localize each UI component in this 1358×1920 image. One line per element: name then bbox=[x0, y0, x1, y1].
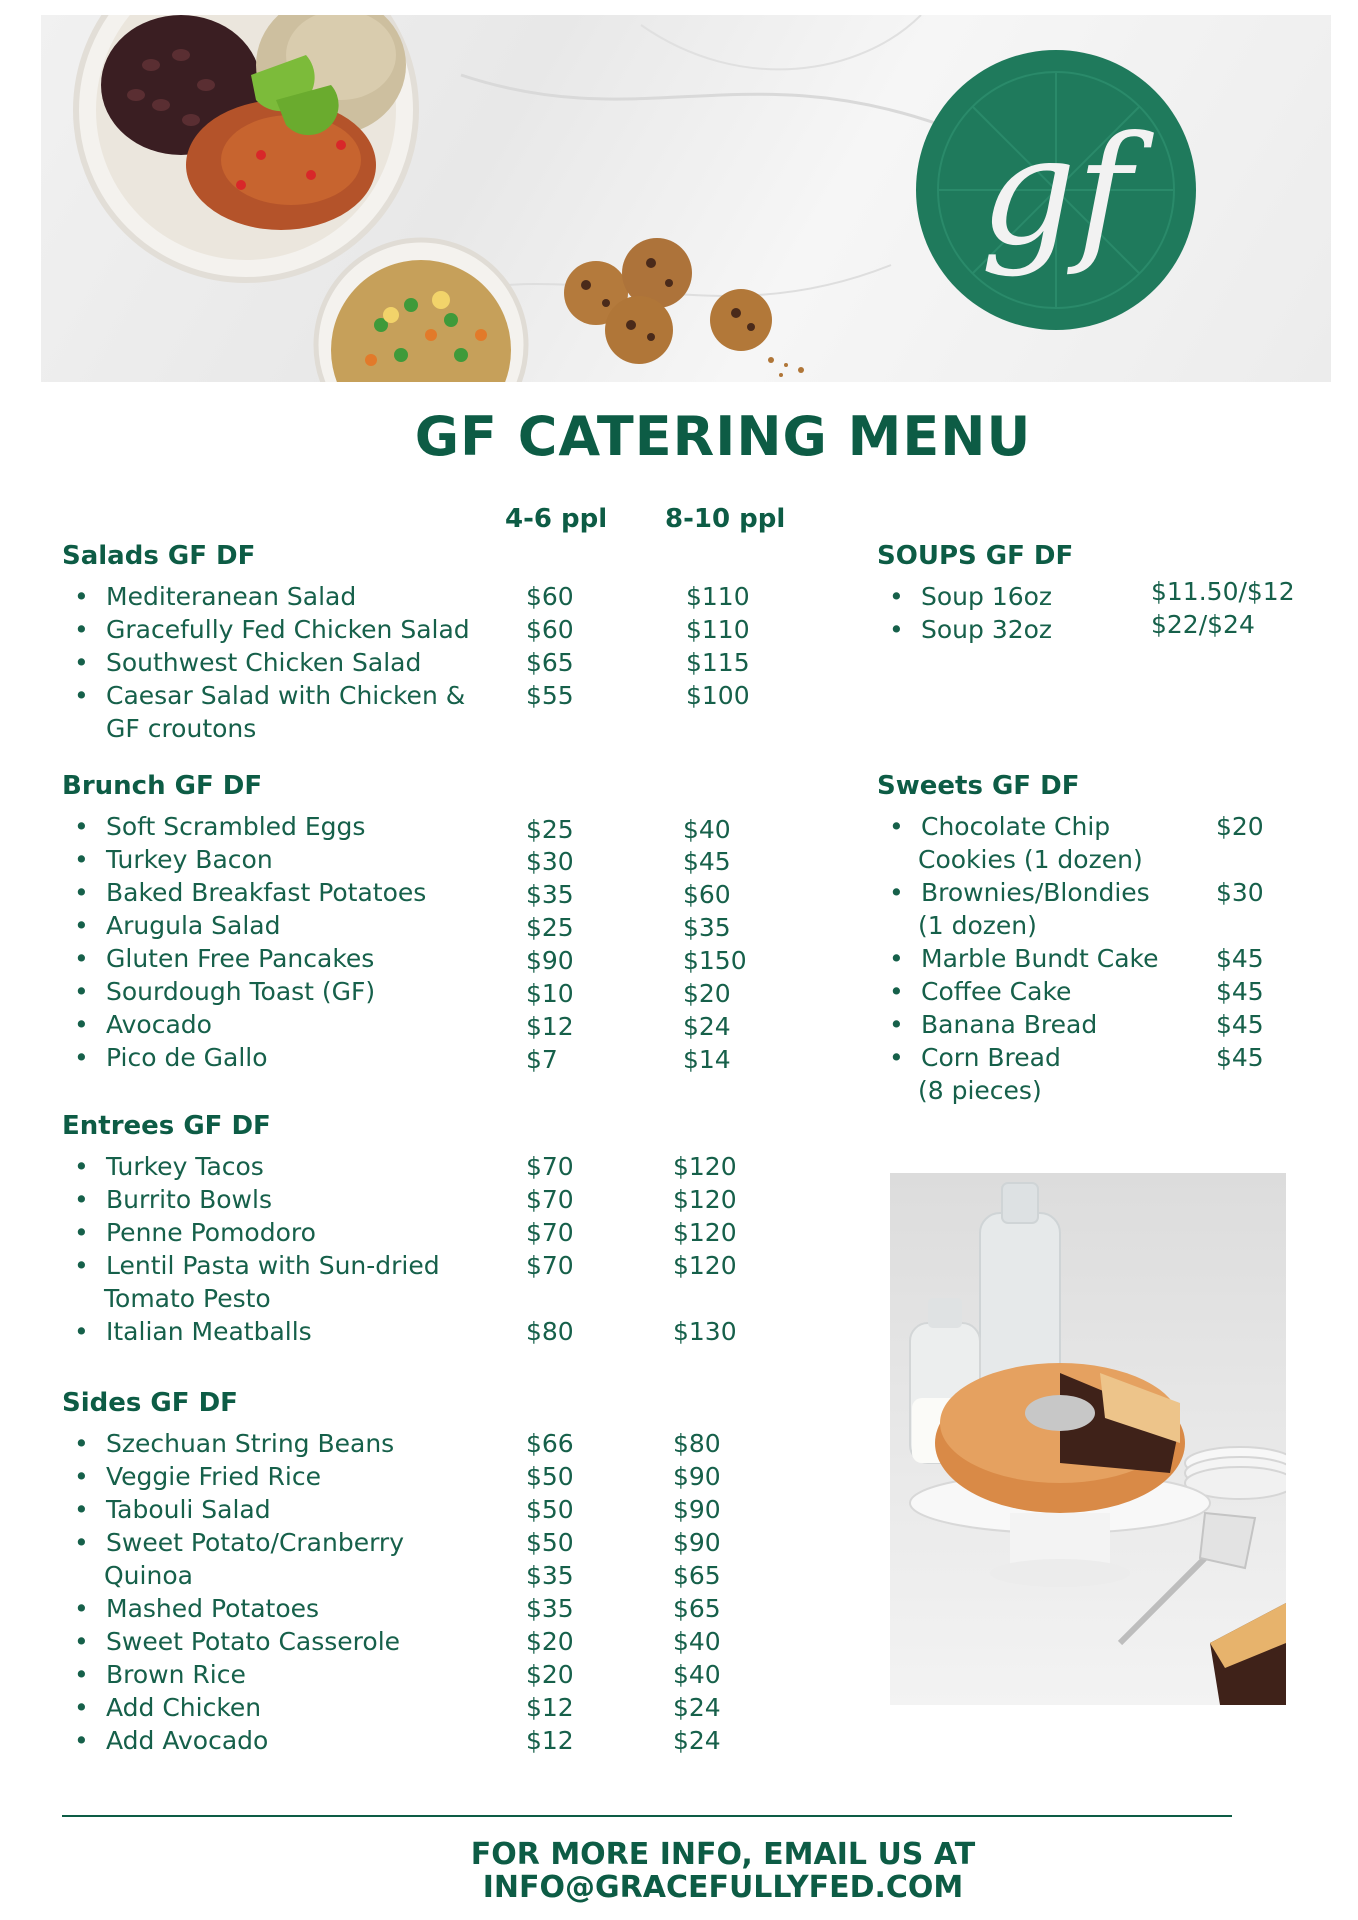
column-header-small: 4-6 ppl bbox=[505, 504, 608, 534]
list-item: • Southwest Chicken Salad bbox=[74, 648, 422, 677]
price-small: $35 bbox=[526, 1561, 574, 1590]
price-small: $30 bbox=[526, 847, 574, 876]
list-item: • Marble Bundt Cake bbox=[889, 944, 1159, 973]
list-item: • Burrito Bowls bbox=[74, 1185, 272, 1214]
list-item: • Sourdough Toast (GF) bbox=[74, 977, 376, 1006]
list-item: • Mediteranean Salad bbox=[74, 582, 357, 611]
price-small: $50 bbox=[526, 1462, 574, 1491]
price-small: $35 bbox=[526, 880, 574, 909]
list-item: • Turkey Bacon bbox=[74, 845, 273, 874]
list-item-continuation: Cookies (1 dozen) bbox=[918, 845, 1143, 874]
price: $20 bbox=[1216, 812, 1264, 841]
price-large: $100 bbox=[686, 681, 750, 710]
price-large: $120 bbox=[673, 1218, 737, 1247]
price-small: $70 bbox=[526, 1218, 574, 1247]
list-item-continuation: (1 dozen) bbox=[918, 911, 1037, 940]
list-item: • Corn Bread bbox=[889, 1043, 1061, 1072]
header-banner-photo bbox=[41, 15, 1331, 382]
price-small: $80 bbox=[526, 1317, 574, 1346]
price: $30 bbox=[1216, 878, 1264, 907]
list-item: • Pico de Gallo bbox=[74, 1043, 268, 1072]
price-large: $90 bbox=[673, 1462, 721, 1491]
list-item: • Lentil Pasta with Sun-dried bbox=[74, 1251, 440, 1280]
list-item: • Veggie Fried Rice bbox=[74, 1462, 321, 1491]
price-small: $12 bbox=[526, 1693, 574, 1722]
page-title: GF CATERING MENU bbox=[414, 405, 1032, 468]
footer-line-1: FOR MORE INFO, EMAIL US AT bbox=[470, 1837, 976, 1872]
list-item: • Penne Pomodoro bbox=[74, 1218, 316, 1247]
list-item: • Brownies/Blondies bbox=[889, 878, 1150, 907]
price-large: $90 bbox=[673, 1528, 721, 1557]
list-item: • Add Avocado bbox=[74, 1726, 269, 1755]
price-small: $70 bbox=[526, 1152, 574, 1181]
list-item: • Tabouli Salad bbox=[74, 1495, 271, 1524]
price-large: $65 bbox=[673, 1561, 721, 1590]
list-item: • Chocolate Chip bbox=[889, 812, 1111, 841]
soups-section-title: SOUPS GF DF bbox=[877, 541, 1074, 571]
price-small: $25 bbox=[526, 913, 574, 942]
price-small: $10 bbox=[526, 979, 574, 1008]
rice-bowl-image bbox=[76, 15, 416, 280]
price-large: $45 bbox=[683, 847, 731, 876]
price-small: $7 bbox=[526, 1045, 558, 1074]
list-item: • Soft Scrambled Eggs bbox=[74, 812, 366, 841]
list-item: • Gracefully Fed Chicken Salad bbox=[74, 615, 470, 644]
price-small: $60 bbox=[526, 582, 574, 611]
list-item: • Gluten Free Pancakes bbox=[74, 944, 375, 973]
sides-section-title: Sides GF DF bbox=[62, 1388, 238, 1418]
footer-email: INFO@GRACEFULLYFED.COM bbox=[482, 1870, 964, 1905]
svg-text:gf: gf bbox=[980, 105, 1132, 279]
price: $45 bbox=[1216, 1010, 1264, 1039]
price-large: $24 bbox=[673, 1693, 721, 1722]
bundt-cake-photo bbox=[890, 1173, 1286, 1705]
price-large: $65 bbox=[673, 1594, 721, 1623]
price-small: $70 bbox=[526, 1185, 574, 1214]
price-small: $66 bbox=[526, 1429, 574, 1458]
list-item: • Coffee Cake bbox=[889, 977, 1072, 1006]
price-large: $40 bbox=[673, 1627, 721, 1656]
price: $45 bbox=[1216, 1043, 1264, 1072]
price-large: $115 bbox=[686, 648, 750, 677]
price-large: $14 bbox=[683, 1045, 731, 1074]
list-item: • Szechuan String Beans bbox=[74, 1429, 395, 1458]
list-item: • Arugula Salad bbox=[74, 911, 281, 940]
list-item: • Sweet Potato Casserole bbox=[74, 1627, 401, 1656]
list-item-continuation: (8 pieces) bbox=[918, 1076, 1042, 1105]
price-large: $120 bbox=[673, 1152, 737, 1181]
brunch-section-title: Brunch GF DF bbox=[62, 771, 263, 801]
banner-illustration bbox=[41, 15, 1331, 382]
list-item: • Turkey Tacos bbox=[74, 1152, 264, 1181]
list-item-continuation: Quinoa bbox=[104, 1561, 193, 1590]
price-small: $50 bbox=[526, 1495, 574, 1524]
price-large: $150 bbox=[683, 946, 747, 975]
price-large: $80 bbox=[673, 1429, 721, 1458]
price-large: $24 bbox=[673, 1726, 721, 1755]
price-large: $24 bbox=[683, 1012, 731, 1041]
sweets-section-title: Sweets GF DF bbox=[877, 771, 1080, 801]
price: $22/$24 bbox=[1151, 610, 1255, 639]
price-large: $20 bbox=[683, 979, 731, 1008]
list-item: • Sweet Potato/Cranberry bbox=[74, 1528, 405, 1557]
list-item-continuation: GF croutons bbox=[106, 714, 257, 743]
list-item: • Banana Bread bbox=[889, 1010, 1098, 1039]
list-item: • Caesar Salad with Chicken & bbox=[74, 681, 466, 710]
list-item: • Baked Breakfast Potatoes bbox=[74, 878, 427, 907]
footer-divider bbox=[62, 1815, 1232, 1817]
price-small: $12 bbox=[526, 1012, 574, 1041]
salads-section-title: Salads GF DF bbox=[62, 541, 256, 571]
price-small: $12 bbox=[526, 1726, 574, 1755]
price-small: $35 bbox=[526, 1594, 574, 1623]
price-small: $20 bbox=[526, 1660, 574, 1689]
list-item: • Italian Meatballs bbox=[74, 1317, 312, 1346]
price-small: $55 bbox=[526, 681, 574, 710]
gf-logo bbox=[916, 50, 1196, 330]
price-small: $65 bbox=[526, 648, 574, 677]
price-large: $40 bbox=[683, 815, 731, 844]
price-small: $50 bbox=[526, 1528, 574, 1557]
bundt-cake-illustration bbox=[890, 1173, 1286, 1705]
cookies-image bbox=[564, 238, 804, 377]
price-large: $120 bbox=[673, 1251, 737, 1280]
price-small: $70 bbox=[526, 1251, 574, 1280]
list-item: • Mashed Potatoes bbox=[74, 1594, 320, 1623]
price-large: $110 bbox=[686, 582, 750, 611]
price-large: $130 bbox=[673, 1317, 737, 1346]
price: $45 bbox=[1216, 977, 1264, 1006]
price-large: $110 bbox=[686, 615, 750, 644]
price-large: $60 bbox=[683, 880, 731, 909]
price-small: $60 bbox=[526, 615, 574, 644]
price-small: $25 bbox=[526, 815, 574, 844]
price: $45 bbox=[1216, 944, 1264, 973]
fried-rice-bowl-image bbox=[316, 240, 526, 382]
entrees-section-title: Entrees GF DF bbox=[62, 1111, 271, 1141]
list-item: • Brown Rice bbox=[74, 1660, 246, 1689]
price-large: $90 bbox=[673, 1495, 721, 1524]
list-item: • Avocado bbox=[74, 1010, 212, 1039]
list-item: • Soup 16oz bbox=[889, 582, 1053, 611]
price: $11.50/$12 bbox=[1151, 577, 1295, 606]
price-large: $40 bbox=[673, 1660, 721, 1689]
price-small: $20 bbox=[526, 1627, 574, 1656]
price-large: $35 bbox=[683, 913, 731, 942]
price-large: $120 bbox=[673, 1185, 737, 1214]
list-item-continuation: Tomato Pesto bbox=[104, 1284, 271, 1313]
price-small: $90 bbox=[526, 946, 574, 975]
column-header-large: 8-10 ppl bbox=[665, 504, 786, 534]
list-item: • Add Chicken bbox=[74, 1693, 262, 1722]
list-item: • Soup 32oz bbox=[889, 615, 1053, 644]
